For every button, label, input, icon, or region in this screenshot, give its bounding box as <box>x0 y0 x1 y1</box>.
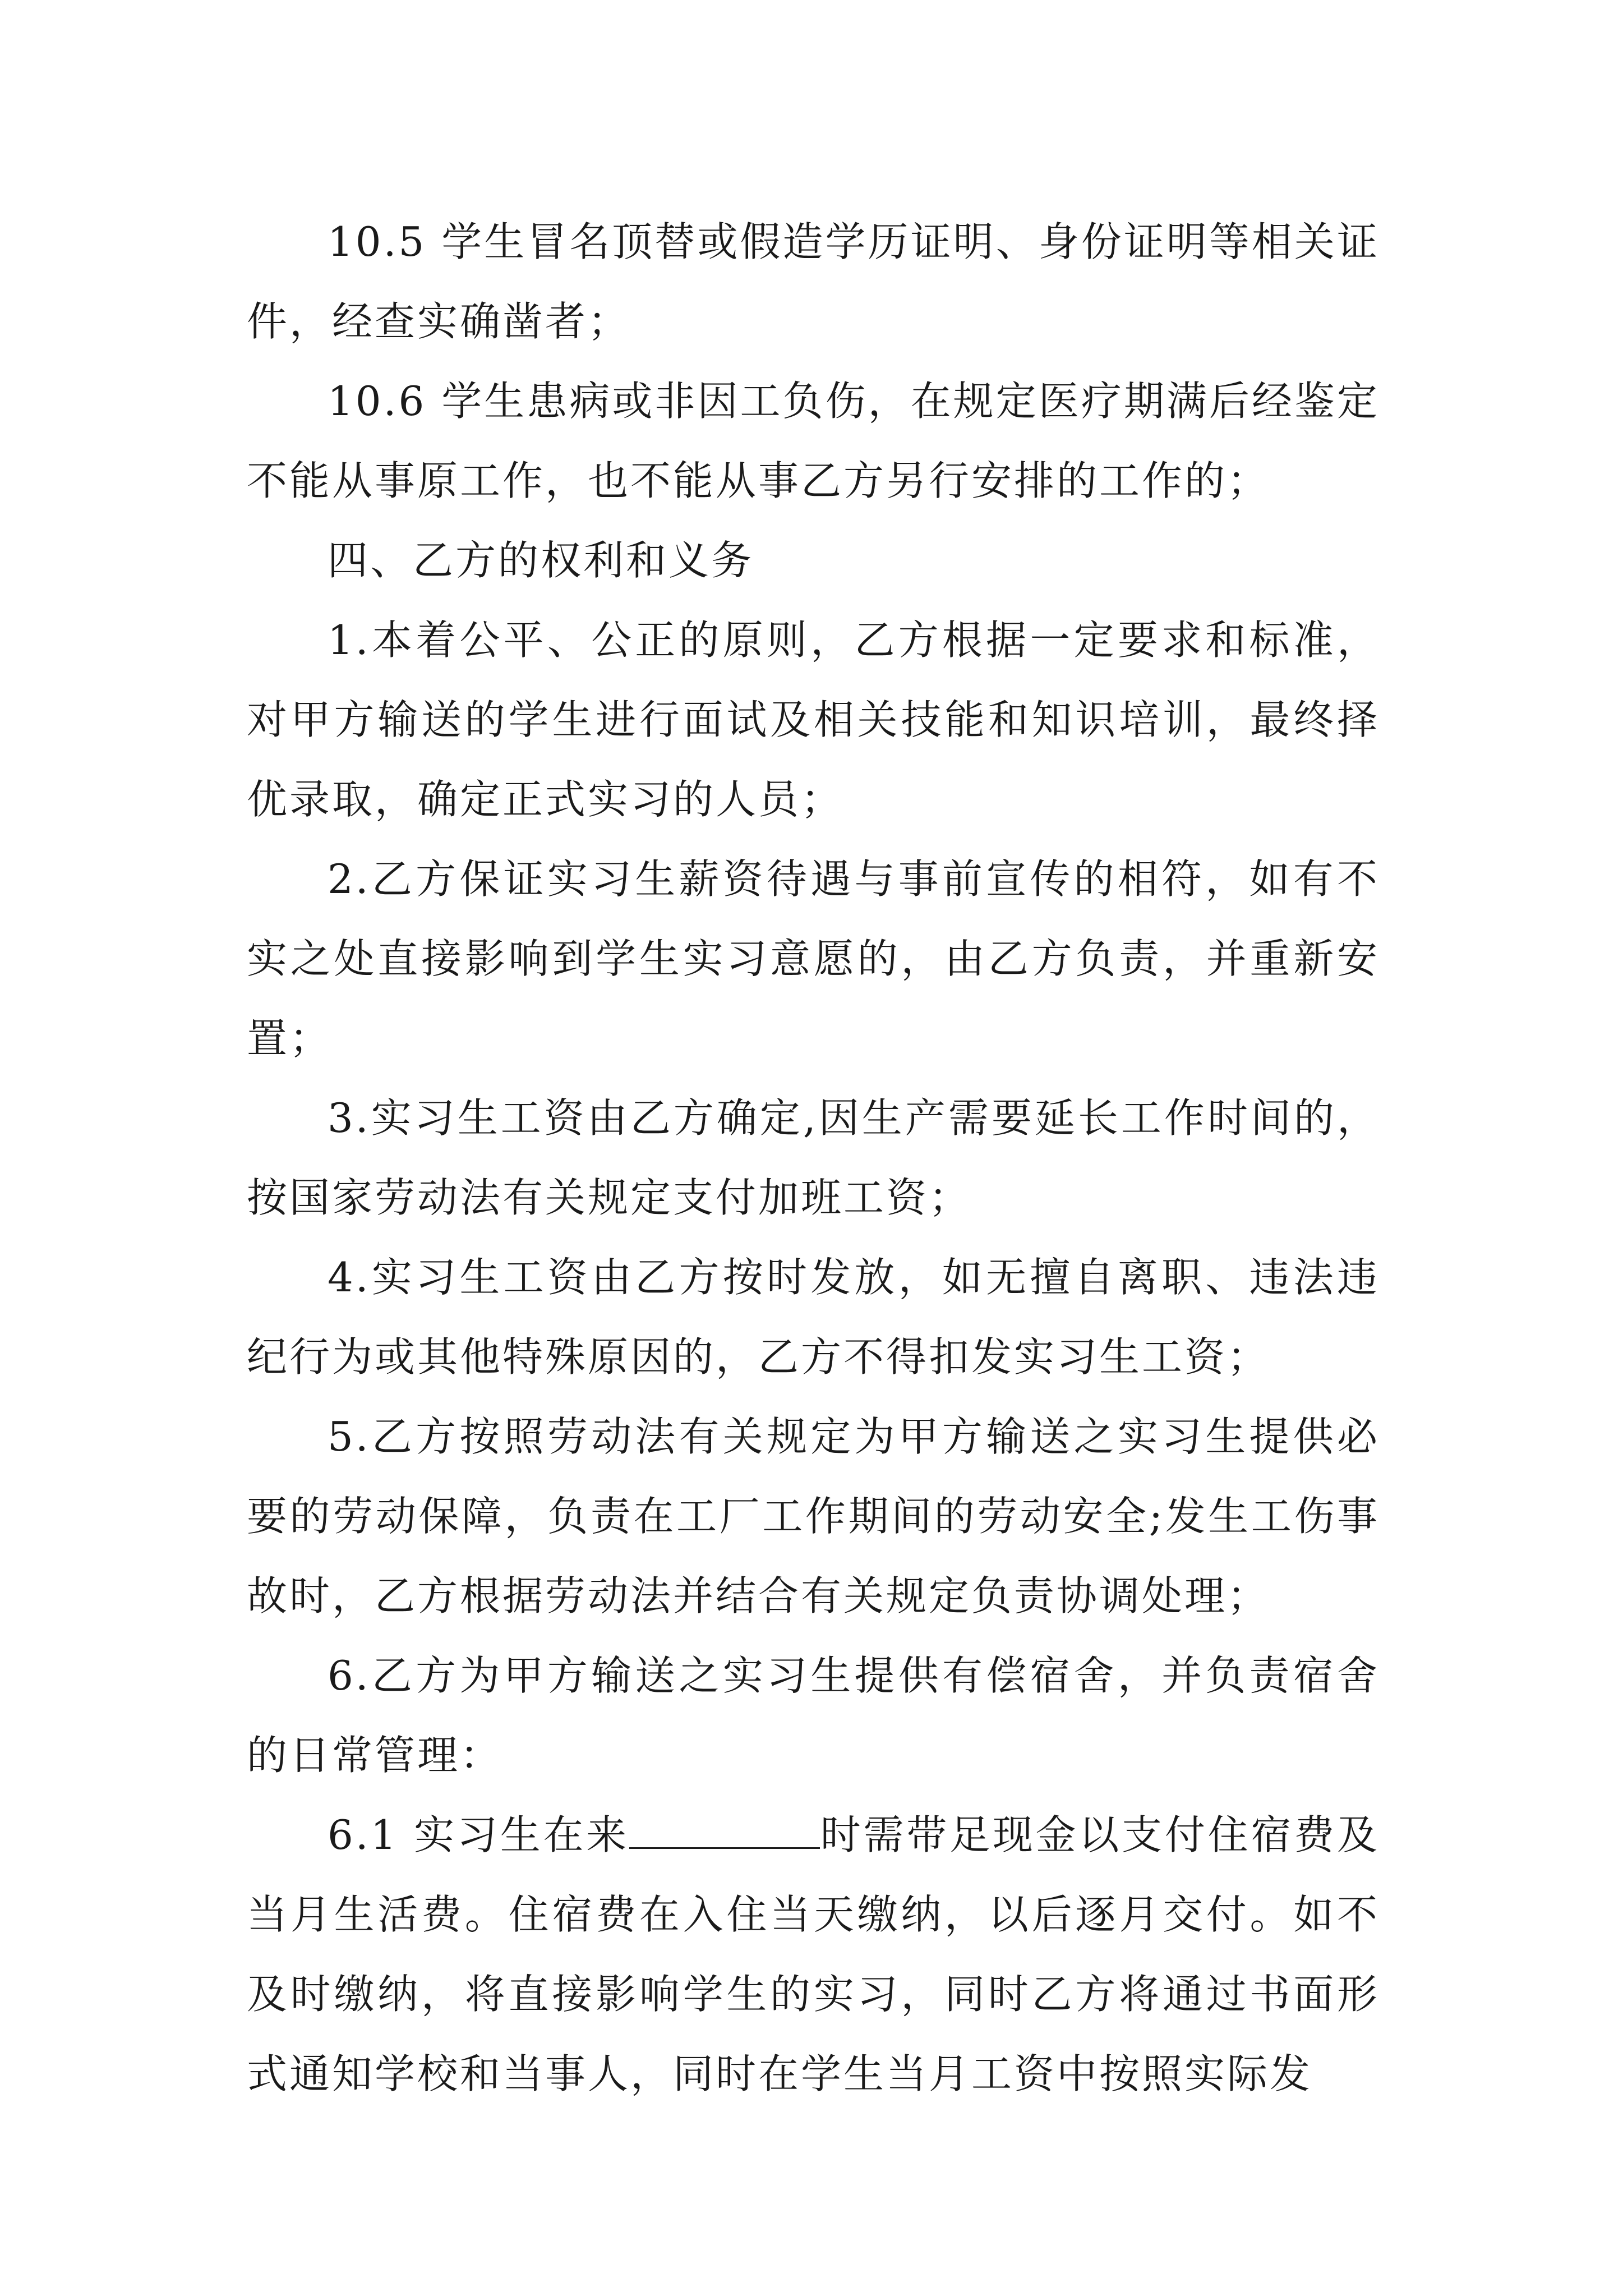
clause-4-4: 4.实习生工资由乙方按时发放，如无擅自离职、违法违纪行为或其他特殊原因的，乙方不得扣发实习生工资； <box>247 1254 1380 1381</box>
section-heading-party-b-rights: 四、乙方的权利和义务 <box>328 537 754 584</box>
clause-10-5: 10.5 学生冒名顶替或假造学历证明、身份证明等相关证件，经查实确凿者； <box>247 218 1380 345</box>
clause-4-6: 6.乙方为甲方输送之实习生提供有偿宿舍，并负责宿舍的日常管理： <box>247 1652 1380 1779</box>
clause-10-6: 10.6 学生患病或非因工负伤，在规定医疗期满后经鉴定不能从事原工作，也不能从事乙方另行安排的工作的； <box>247 378 1380 504</box>
document-body <box>247 202 1380 2114</box>
clause-4-6-1-text: 时需带足现金以支付住宿费及当月生活费。住宿费在入住当天缴纳，以后逐月交付。如不及时缴纳，将直接影响学生的实习，同时乙方将通过书面形式通知学校和当事人，同时在学生当月工资中按照实际发 <box>247 1811 1380 2097</box>
clause-4-2: 2.乙方保证实习生薪资待遇与事前宣传的相符，如有不实之处直接影响到学生实习意愿的，由乙方负责，并重新安置； <box>247 855 1380 1062</box>
clause-4-6-1 <box>247 1795 1380 2114</box>
clause-4-6-1-lead: 6.1 实习生在来 <box>328 1811 629 1858</box>
clause-4-3: 3.实习生工资由乙方确定,因生产需要延长工作时间的，按国家劳动法有关规定支付加班工资； <box>247 1094 1380 1221</box>
fill-in-blank[interactable] <box>629 1814 820 1849</box>
clause-4-5: 5.乙方按照劳动法有关规定为甲方输送之实习生提供必要的劳动保障，负责在工厂工作期间的劳动安全;发生工伤事故时，乙方根据劳动法并结合有关规定负责协调处理； <box>247 1413 1380 1619</box>
clause-4-1: 1.本着公平、公正的原则，乙方根据一定要求和标准，对甲方输送的学生进行面试及相关技能和知识培训，最终择优录取，确定正式实习的人员； <box>247 616 1380 823</box>
